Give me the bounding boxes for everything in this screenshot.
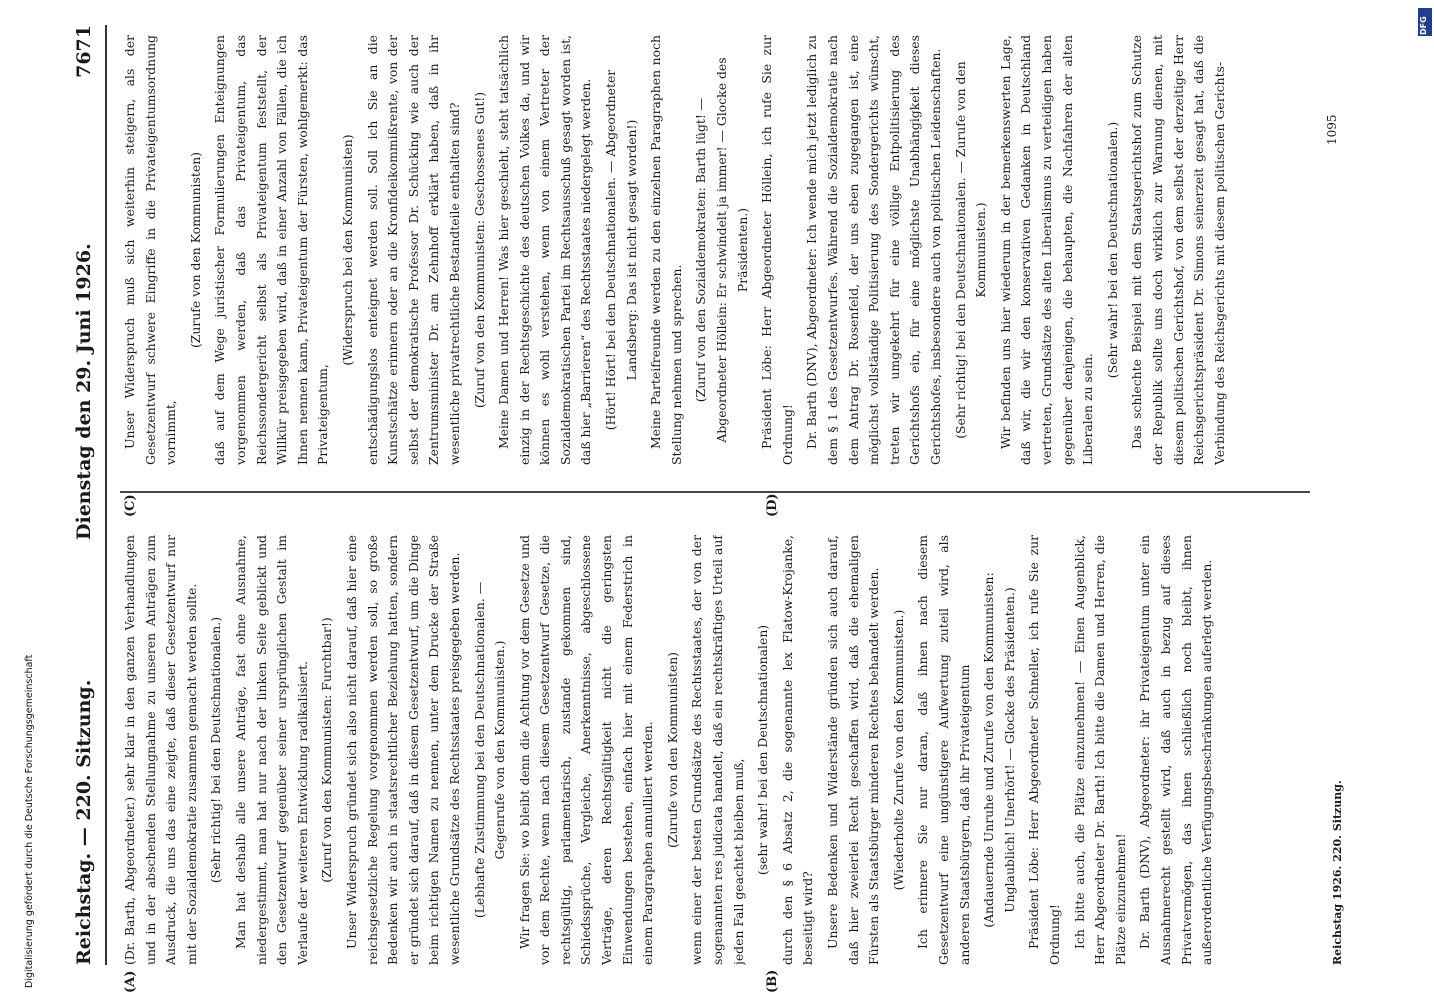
paragraph: entschädigungslos enteignet werden soll. Soll ich Sie an die Kunstschätze erinnern oder an die Kronfideikommißrente, von der selbst der demokratische Professor Dr. Schücking wie auch der Zentrumsminister Dr. am Zehnhoff erklärt haben, daß in ihr wesentliche privatrechtliche Bestandteile enthalten sind? <box>364 35 462 465</box>
paragraph: (Widerspruch bei den Kommunisten) <box>339 134 355 366</box>
dfg-logo-text: DFG <box>1419 16 1428 35</box>
page-header <box>65 25 105 965</box>
paragraph: Unser Widerspruch gründet sich also nicht darauf, daß hier eine reichsgesetzliche Regelung vorgenommen werden soll, so große Bedenken wir auch in staatsrechtlicher Beziehung hatten, sondern er gründet sich darauf, daß in diesem Gesetzentwurf, um die Dinge beim richtigen Namen zu nennen, unter dem Drucke der Straße wesentliche Grundsätze des Rechtsstaates preisgegeben werden. <box>343 535 462 965</box>
paragraph: Meine Parteifreunde werden zu den einzelnen Paragraphen noch Stellung nehmen und sprechen. <box>648 35 684 465</box>
footer-page-number: 1095 <box>1325 114 1339 145</box>
paragraph: (Zurufe von den Kommunisten) <box>187 151 203 349</box>
paragraph: Unsere Bedenken und Widerstände gründen sich auch darauf, daß hier zweierlei Recht geschaffen wird, daß die ehemaligen Fürsten als Staatsbürger minderen Rechtes behandelt werden. <box>825 535 882 965</box>
paragraph: (Andauernde Unruhe und Zurufe von den Kommunisten: Unglaublich! Unerhört! — Glocke des Präsidenten.) <box>981 572 1017 928</box>
paragraph: (Zuruf von den Kommunisten: Geschossenes Gut!) <box>471 91 487 409</box>
paragraph: (sehr wahr! bei den Deutschnationalen) <box>755 624 771 876</box>
margin-marker-b: (B) <box>765 969 780 993</box>
paragraph: (Zurufe von den Kommunisten) <box>664 651 680 849</box>
paragraph: Präsident Löbe: Herr Abgeordneter Schneller, ich rufe Sie zur Ordnung! <box>1026 535 1062 965</box>
margin-marker-a: (A) <box>123 970 138 993</box>
paragraph: Präsident Löbe: Herr Abgeordneter Höllein, ich rufe Sie zur Ordnung! <box>759 35 795 465</box>
paragraph: wenn einer der besten Grundsätze des Rechtsstaates, der von der sogenannten res judicata handelt, daß ein rechtskräftiges Urteil auf jeden Fall geachtet bleiben muß, <box>689 535 746 965</box>
paragraph: (Lebhafte Zustimmung bei den Deutschnationalen. — Gegenrufe von den Kommunisten.) <box>471 581 508 919</box>
left-column <box>120 535 1310 965</box>
header-date: Dienstag den 29. Juni 1926. <box>73 243 95 540</box>
paragraph: Ich bitte auch, die Plätze einzunehmen! — Einen Augenblick, Herr Abgeordneter Dr. Barth! Ich bitte die Damen und Herren, die Plätze einzunehmen! <box>1071 535 1128 965</box>
paragraph: (Sehr wahr! bei den Deutschnationalen.) <box>1104 121 1120 379</box>
paragraph: Wir befinden uns hier wiederum in der bemerkenswerten Lage, daß wir, die wir den konservativen Gedanken in Deutschland vertreten, Grundsätze des alten Liberalismus zu verteidigen haben gegenüber denjenigen, die behaupten, die Nachfahren der alten Liberalen zu sein. <box>997 35 1096 465</box>
paragraph: (Sehr richtig! bei den Deutschnationalen.) <box>208 616 224 884</box>
paragraph: Wir fragen Sie: wo bleibt denn die Achtung vor dem Gesetze und vor dem Rechte, wenn nach diesem Gesetzentwurf Gesetze, die rechtsgültig, parlamentarisch, zustande gekommen sind, Schiedssprüche, Vergleiche, Anerkenntnisse, abgeschlossene Verträge, deren Rechtsgültigkeit nicht die geringsten Einwendungen bestehen, einfach hier mit einem Federstrich in einem Paragraphen annulliert werden. <box>516 535 656 965</box>
paragraph: (Zuruf von den Sozialdemokraten: Barth lügt! — Abgeordneter Höllein: Er schwindelt ja immer! — Glocke des Präsidenten.) <box>693 57 750 443</box>
paragraph: Man hat deshalb alle unsere Anträge, fast ohne Ausnahme, niedergestimmt, man hat nur nach der linken Seite geblickt und den Gesetzentwurf gegenüber seiner ursprünglichen Gestalt im Verlaufe der weiteren Entwicklung radikalisiert. <box>232 535 310 965</box>
paragraph: durch den § 6 Absatz 2, die sogenannte lex Flatow-Krojanke, beseitigt wird? <box>779 535 816 965</box>
paragraph: Dr. Barth (DNV), Abgeordneter: Ich wende mich jetzt lediglich zu dem § 1 des Gesetzentwurfes. Während die Sozialdemokratie nach dem Antrag Dr. Rosenfeld, der uns eben zugegangen ist, eine möglichst vollständige Politisierung des Sondergerichts wünscht, treten wir umgekehrt für eine völlige Entpolitisierung des Gerichtshofs ein, für eine möglichste Unabhängigkeit dieses Gerichtshofes, insbesondere auch von politischen Leidenschaften. <box>804 35 943 465</box>
document-page <box>65 25 1395 993</box>
column-divider <box>120 492 1310 494</box>
paragraph: Das schlechte Beispiel mit dem Staatsgerichtshof zum Schutze der Republik sollte uns doch wirklich zur Warnung dienen, mit diesem politischen Gerichtshof, von dem selbst der derzeitige Herr Reichsgerichtspräsident Dr. Simons seinerzeit gesagt hat, daß die Verbindung des Reichsgerichts mit diesem politischen Gerichts- <box>1129 35 1227 465</box>
paragraph: Meine Damen und Herren! Was hier geschieht, steht tatsächlich einzig in der Rechtsgeschichte des deutschen Volkes da, und wir können es wohl verstehen, wenn von einem Vertreter der Sozialdemokratischen Partei im Rechtsausschuß gesagt worden ist, daß hier „Barrieren“ des Rechtsstaates niedergelegt werden. <box>496 35 594 465</box>
page-number: 7671 <box>73 25 95 78</box>
paragraph: (Sehr richtig! bei den Deutschnationalen. — Zurufe von den Kommunisten.) <box>952 61 989 439</box>
digitization-text: Digitalisierung gefördert durch die Deutsche Forschungsgemeinschaft <box>24 654 35 988</box>
paragraph: Ich erinnere Sie nur daran, daß ihnen nach diesem Gesetzentwurf eine ungünstigere Aufwertung zuteil wird, als anderen Staatsbürgern, daß ihr Privateigentum <box>915 535 972 965</box>
margin-marker-c: (C) <box>123 494 138 517</box>
paragraph: (Wiederholte Zurufe von den Kommunisten.) <box>890 609 906 891</box>
paragraph: (Hört! Hört! bei den Deutschnationalen. — Abgeordneter Landsberg: Das ist nicht gesagt worden!) <box>603 69 639 431</box>
right-column <box>120 35 1310 465</box>
paragraph: (Dr. Barth, Abgeordneter.) sehr klar in den ganzen Verhandlungen und in der abschenden Stellungnahme zu unseren Anträgen zum Ausdruck, die uns das eine zeigte, daß dieser Gesetzentwurf nur mit der Sozialdemokratie zusammen gemacht werden sollte. <box>122 535 199 965</box>
paragraph: Unser Widerspruch muß sich weiterhin steigern, als der Gesetzentwurf schwere Eingriffe in die Privateigentumsordnung vornimmt, <box>122 35 179 465</box>
header-left: Reichstag. — 220. Sitzung. <box>73 679 95 965</box>
digitization-note <box>1400 8 1434 993</box>
paragraph: (Zuruf von den Kommunisten: Furchtbar!) <box>319 617 335 883</box>
paragraph: daß auf dem Wege juristischer Formulierungen Enteignungen vorgenommen werden, daß das Privateigentum, das Reichssondergericht selbst als Privateigentum feststellt, der Willkür preisgegeben wird, daß in einer Anzahl von Fällen, die ich Ihnen nennen kann, Privateigentum der Fürsten, wohlgemerkt: das Privateigentum, <box>212 35 331 465</box>
footer-left: Reichstag 1926. 220. Sitzung. <box>1331 780 1344 965</box>
paragraph: Dr. Barth (DNV), Abgeordneter: ihr Privateigentum unter ein Ausnahmerecht gestellt wird, daß auch in bezug auf dieses Privatvermögen, das ihnen schließlich noch bleibt, ihnen außerordentliche Verfügungsbeschränkungen auferlegt werden. <box>1137 535 1215 965</box>
margin-marker-d: (D) <box>765 493 780 517</box>
header-rule <box>105 25 107 965</box>
